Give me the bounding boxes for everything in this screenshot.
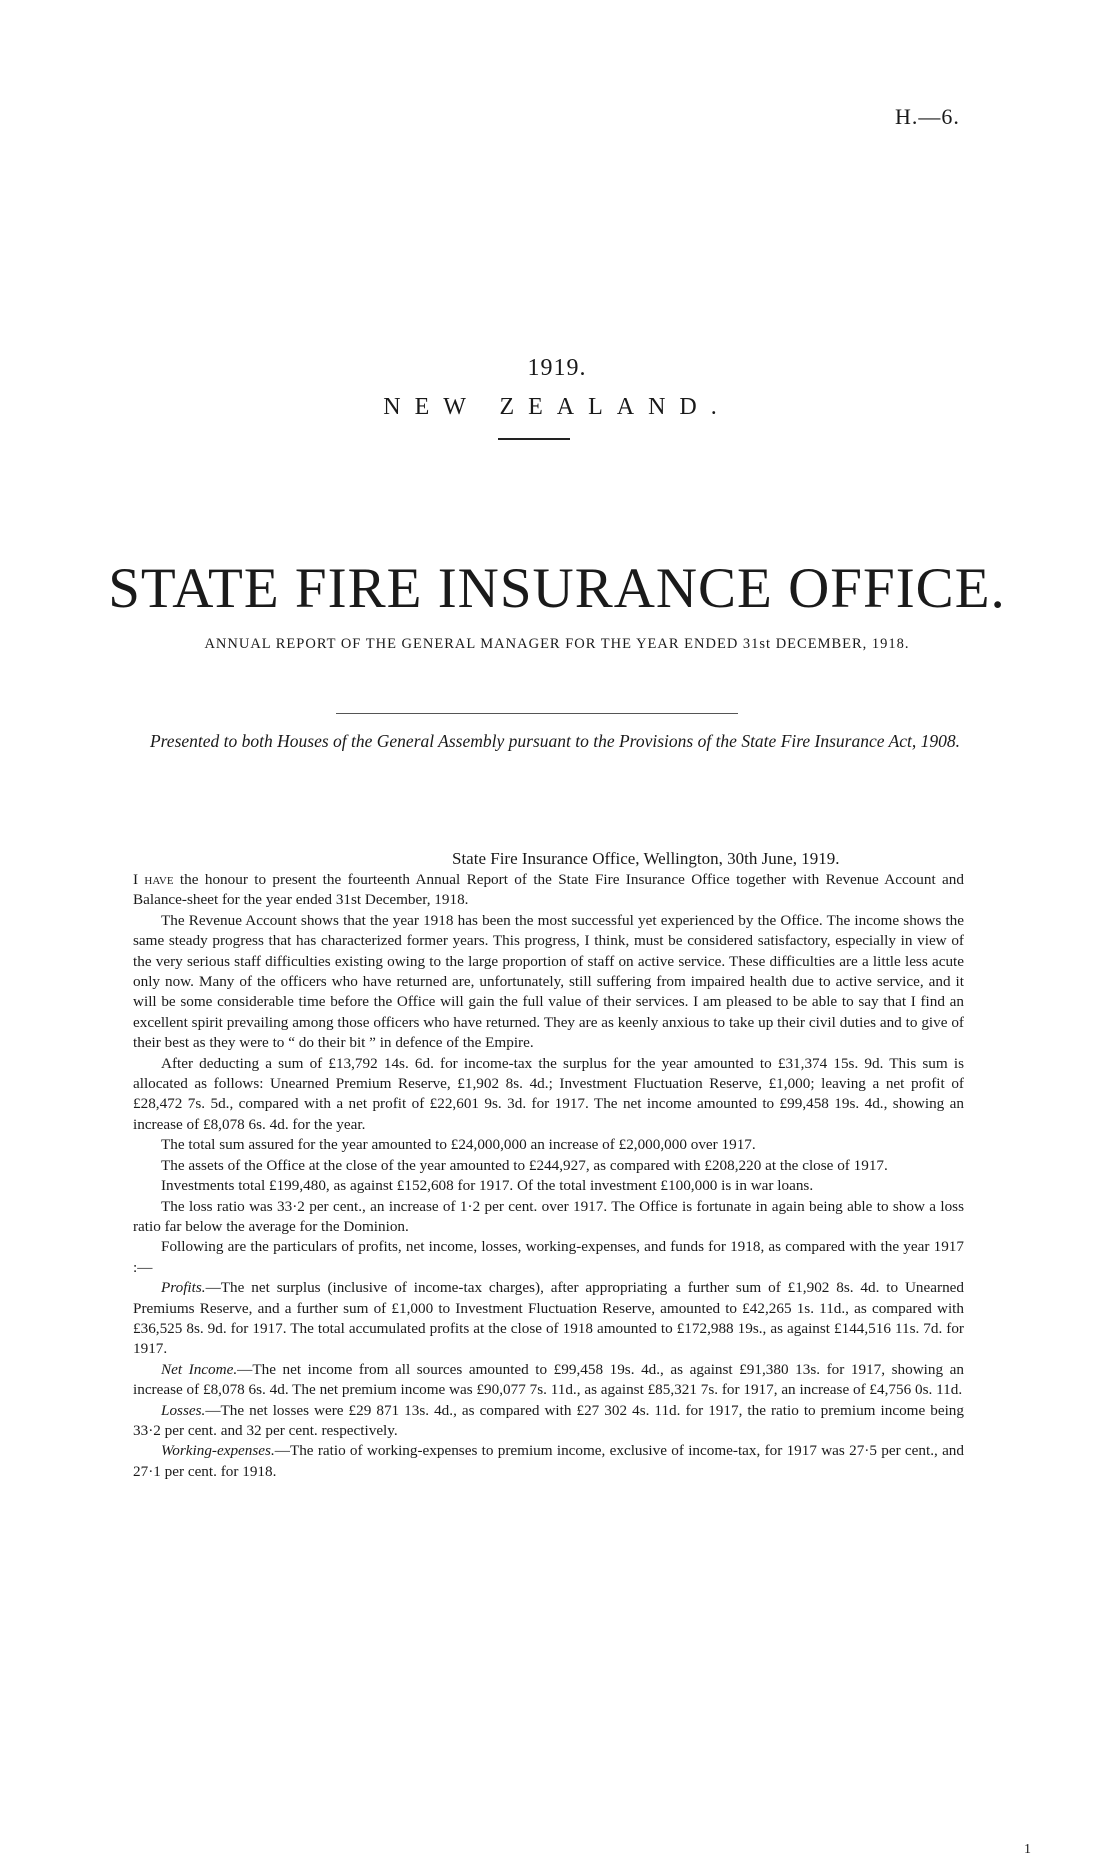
paragraph-loss-ratio: The loss ratio was 33·2 per cent., an increase of 1·2 per cent. over 1917. The Office is fortunate in again being able to show a loss ratio far below the average for the Dominion. <box>133 1197 964 1235</box>
presentation-note: Presented to both Houses of the General Assembly pursuant to the Provisions of the State Fire Insurance Act, 1908. <box>149 731 961 751</box>
paragraph-working-expenses <box>133 1441 964 1482</box>
paragraph-net-income <box>133 1360 964 1401</box>
paragraph-particulars: Following are the particulars of profits, net income, losses, working-expenses, and funds for 1918, as compared with the year 1917 :— <box>133 1238 964 1276</box>
working-expenses-label: Working-expenses. <box>161 1442 275 1460</box>
page-title: STATE FIRE INSURANCE OFFICE. <box>108 557 1006 620</box>
dateline: State Fire Insurance Office, Wellington, 30th June, 1919. <box>452 849 840 868</box>
report-subtitle: ANNUAL REPORT OF THE GENERAL MANAGER FOR THE YEAR ENDED 31st DECEMBER, 1918. <box>204 636 910 652</box>
net-income-label: Net Income. <box>161 1360 238 1378</box>
intro-text: the honour to present the fourteenth Annual Report of the State Fire Insurance Office together with Revenue Account and Balance-sheet for the year ended 31st December, 1918. <box>133 871 964 909</box>
net-income-text: —The net income from all sources amounted to £99,458 19s. 4d., as against £91,380 13s. for 1917, showing an increase of £8,078 6s. 4d. The net premium income was £90,077 7s. 11d., as against £85,321 7s. for 1917, an increase of £4,756 0s. 11d. <box>133 1360 964 1399</box>
short-divider <box>498 438 570 440</box>
working-expenses-text: —The ratio of working-expenses to premium income, exclusive of income-tax, for 1917 was 27·5 per cent., and 27·1 per cent. for 1918. <box>133 1442 964 1480</box>
profits-text: —The net surplus (inclusive of income-tax charges), after appropriating a further sum of £1,902 8s. 4d. to Unearned Premiums Reserve, and a further sum of £1,000 to Investment Fluctuation Reserve, amounted to £42,265 1s. 11d., as compared with £36,525 8s. 9d. for 1917. The total accumulated profits at the close of 1918 amounted to £172,988 19s., as against £144,516 11s. 7d. for 1917. <box>133 1279 964 1358</box>
long-divider <box>336 713 738 714</box>
page-number: 1 <box>1024 1842 1031 1857</box>
profits-label: Profits. <box>161 1279 206 1297</box>
paragraph-sum-assured: The total sum assured for the year amounted to £24,000,000 an increase of £2,000,000 over 1917. <box>161 1136 756 1154</box>
paragraph-intro <box>133 870 964 911</box>
paragraph-surplus: After deducting a sum of £13,792 14s. 6d. for income-tax the surplus for the year amounted to £31,374 15s. 9d. This sum is allocated as follows: Unearned Premium Reserve, £1,902 8s. 4d.; Investment Fluctuation Reserve, £1,000; leaving a net profit of £28,472 7s. 5d., compared with a net profit of £22,601 9s. 3d. for 1917. The net income amounted to £99,458 19s. 4d., showing an increase of £8,078 6s. 4d. for the year. <box>133 1054 964 1133</box>
paragraph-revenue: The Revenue Account shows that the year 1918 has been the most successful yet experienced by the Office. The income shows the same steady progress that has characterized former years. This progress, I think, must be considered satisfactory, especially in view of the very serious staff difficulties existing owing to the large proportion of staff on active service. These difficulties are a little less acute only now. Many of the officers who have returned are, unfortunately, still suffering from impaired health due to active service, and it will be some considerable time before the Office will gain the full value of their services. I am pleased to be able to say that I find an excellent spirit prevailing among those officers who have returned. They are as keenly anxious to take up their civil duties and to give of their best as they were to “ do their bit ” in defence of the Empire. <box>133 911 964 1052</box>
paragraph-investments: Investments total £199,480, as against £152,608 for 1917. Of the total investment £100,000 is in war loans. <box>161 1177 814 1195</box>
page-reference: H.—6. <box>895 104 960 129</box>
report-body <box>133 870 964 1482</box>
losses-label: Losses. <box>161 1401 206 1419</box>
intro-cap: I have <box>133 871 174 888</box>
paragraph-profits <box>133 1278 964 1360</box>
paragraph-losses <box>133 1401 964 1442</box>
report-year: 1919. <box>527 355 587 381</box>
losses-text: —The net losses were £29 871 13s. 4d., as compared with £27 302 4s. 11d. for 1917, the ratio to premium income being 33·2 per cent. and 32 per cent. respectively. <box>133 1401 964 1439</box>
paragraph-assets: The assets of the Office at the close of the year amounted to £244,927, as compared with £208,220 at the close of 1917. <box>161 1156 888 1174</box>
country-heading: NEW ZEALAND. <box>383 394 731 420</box>
